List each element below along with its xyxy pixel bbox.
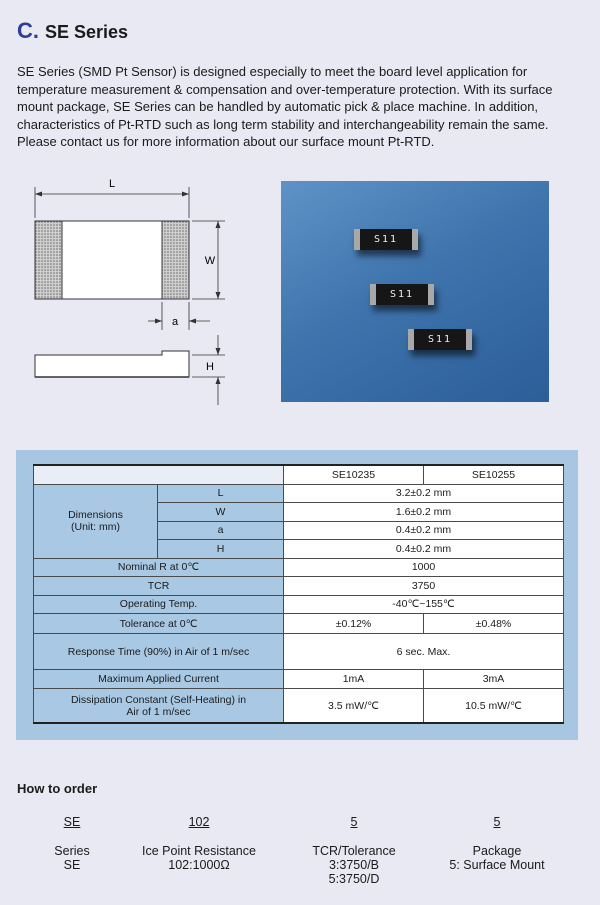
dissipation-value-2: 10.5 mW/℃ [424, 689, 564, 724]
order-code: 5 [493, 815, 501, 829]
table-row [34, 558, 564, 577]
nominal-value: 1000 [284, 558, 564, 577]
current-label: Maximum Applied Current [34, 670, 284, 689]
dim-value-cell: 0.4±0.2 mm [284, 521, 564, 540]
table-row [34, 689, 564, 724]
chip-1 [354, 229, 418, 250]
tolerance-value-1: ±0.12% [284, 614, 424, 634]
optemp-label: Operating Temp. [34, 595, 284, 614]
dim-W-label: W [204, 255, 216, 267]
order-code: 102 [188, 815, 210, 829]
nominal-label: Nominal R at 0℃ [34, 558, 284, 577]
dim-value-cell: 3.2±0.2 mm [284, 484, 564, 503]
dissipation-label: Dissipation Constant (Self-Heating) in Air of 1 m/sec [34, 689, 284, 724]
dissipation-value-1: 3.5 mW/℃ [284, 689, 424, 724]
chip-2 [370, 284, 434, 305]
section-letter: C. [17, 18, 39, 43]
chip-marking: S11 [389, 289, 415, 300]
dimension-drawing [20, 170, 230, 410]
dim-name-cell: W [158, 503, 284, 522]
dim-L-label: L [108, 178, 116, 190]
order-item-resistance [128, 815, 270, 872]
dimensions-label: Dimensions (Unit: mm) [34, 484, 158, 558]
dim-value-cell: 0.4±0.2 mm [284, 540, 564, 559]
spec-table [33, 464, 564, 724]
response-value: 6 sec. Max. [284, 634, 564, 670]
chip-marking: S11 [373, 234, 399, 245]
response-label: Response Time (90%) in Air of 1 m/sec [34, 634, 284, 670]
table-row [34, 484, 564, 503]
order-item-tcr [296, 815, 412, 886]
order-desc: Series SE [54, 844, 90, 872]
dim-name-cell: L [158, 484, 284, 503]
chip-3 [408, 329, 472, 350]
order-desc: Package 5: Surface Mount [449, 844, 545, 872]
order-desc: TCR/Tolerance 3:3750/B 5:3750/D [312, 844, 396, 886]
order-desc: Ice Point Resistance 102:1000Ω [142, 844, 256, 872]
order-code: SE [63, 815, 81, 829]
order-item-package [432, 815, 562, 872]
table-row [34, 577, 564, 596]
tolerance-label: Tolerance at 0℃ [34, 614, 284, 634]
dim-name-cell: a [158, 521, 284, 540]
order-code: 5 [350, 815, 358, 829]
tcr-value: 3750 [284, 577, 564, 596]
order-item-series [36, 815, 108, 872]
intro-paragraph: SE Series (SMD Pt Sensor) is designed especially to meet the board level application for temperature measurement & compensation and over-temperature protection. With its surface mount package, SE Series can be handled by automatic pick & place machine. In addition, characteristics of Pt-RTD such as long term stability and interchangeability remain the same. Please contact us for more information about our surface mount Pt-RTD. [17, 64, 553, 149]
dim-name-cell: H [158, 540, 284, 559]
table-header-row [34, 465, 564, 484]
table-row [34, 614, 564, 634]
order-title: How to order [17, 781, 98, 796]
model-header: SE10235 [284, 465, 424, 484]
current-value-2: 3mA [424, 670, 564, 689]
section-heading [17, 18, 128, 44]
dim-a-label: a [171, 316, 179, 328]
optemp-value: -40℃~155℃ [284, 595, 564, 614]
dim-H-label: H [206, 361, 214, 373]
table-row [34, 595, 564, 614]
model-header: SE10255 [424, 465, 564, 484]
chip-marking: S11 [427, 334, 453, 345]
current-value-1: 1mA [284, 670, 424, 689]
dim-value-cell: 1.6±0.2 mm [284, 503, 564, 522]
section-title: SE Series [45, 22, 129, 42]
table-row [34, 634, 564, 670]
tolerance-value-2: ±0.48% [424, 614, 564, 634]
table-corner-cell [34, 465, 284, 484]
product-photo [281, 181, 549, 402]
tcr-label: TCR [34, 577, 284, 596]
table-row [34, 670, 564, 689]
